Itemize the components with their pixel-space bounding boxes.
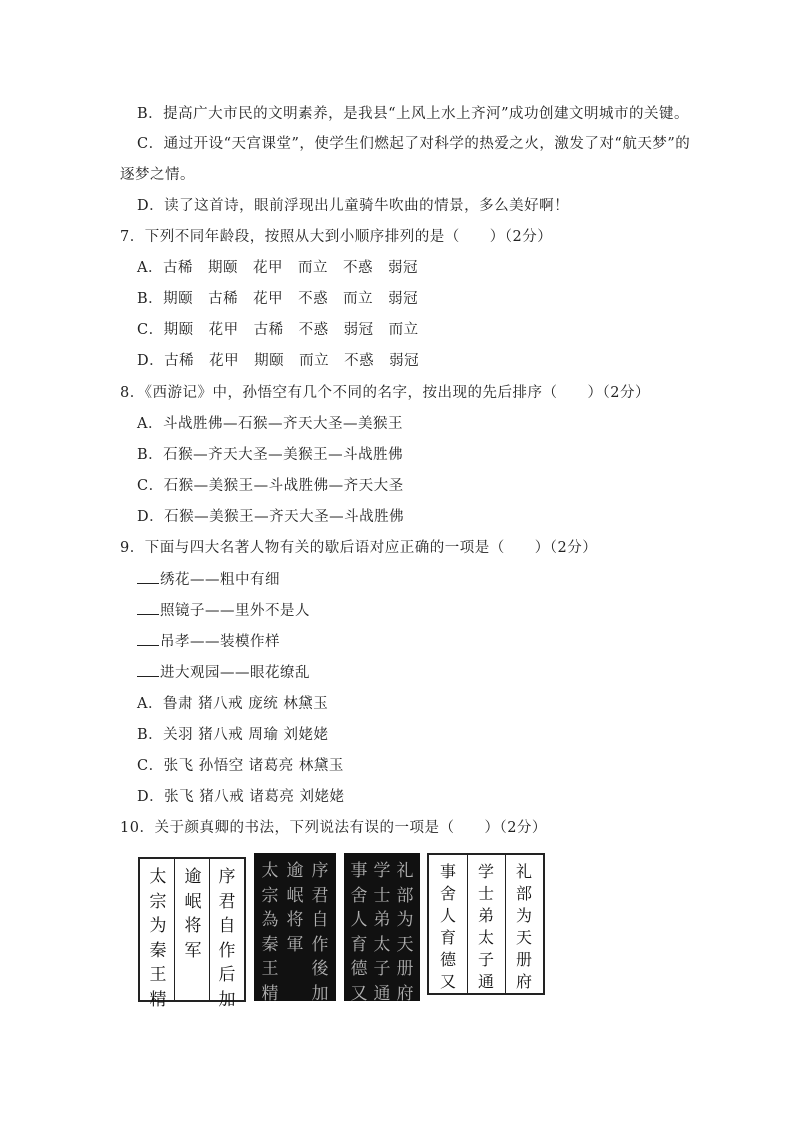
option-d-q7: D．古稀 花甲 期颐 而立 不惑 弱冠 xyxy=(137,353,420,369)
option-b-q6: B．提高广大市民的文明素养，是我县“上风上水上齐河”成功创建文明城市的关键。 xyxy=(137,106,689,122)
xiehouyu-1: 绣花——粗中有细 xyxy=(137,569,280,590)
question-9: 9．下面与四大名著人物有关的歇后语对应正确的一项是（ ）（2分） xyxy=(120,540,598,556)
calligraphy-column: 逾 岷 将 軍 xyxy=(286,861,304,955)
calligraphy-column: 学 士 弟 太 子 通 xyxy=(373,861,391,1004)
answer-blank xyxy=(137,600,159,615)
calligraphy-column: 逾 岷 将 军 xyxy=(184,867,202,961)
calligraphy-column: 太 宗 为 秦 王 精 xyxy=(149,867,167,1010)
calligraphy-column: 太 宗 為 秦 王 精 xyxy=(261,861,279,1004)
calligraphy-print-panel-4 xyxy=(427,853,545,995)
question-7: 7．下列不同年龄段，按照从大到小顺序排列的是（ ）（2分） xyxy=(120,229,553,245)
option-d-q8: D．石猴—美猴王—齐天大圣—斗战胜佛 xyxy=(137,509,405,525)
calligraphy-column: 事 舍 人 育 德 又 xyxy=(439,862,456,991)
calligraphy-print-panel-1 xyxy=(138,857,246,1010)
option-c-q8: C．石猴—美猴王—斗战胜佛—齐天大圣 xyxy=(137,478,404,494)
option-a-q8: A．斗战胜佛—石猴—齐天大圣—美猴王 xyxy=(137,416,403,432)
calligraphy-column: 序 君 自 作 后 加 xyxy=(218,867,236,1010)
calligraphy-column: 礼 部 为 天 册 府 xyxy=(515,862,532,991)
option-c-q9: C．张飞 孙悟空 诸葛亮 林黛玉 xyxy=(137,758,344,774)
calligraphy-rubbing-panel-2 xyxy=(254,853,336,1004)
calligraphy-column: 学 士 弟 太 子 通 xyxy=(477,862,494,991)
option-a-q7: A．古稀 期颐 花甲 而立 不惑 弱冠 xyxy=(137,260,418,276)
answer-blank xyxy=(137,662,159,677)
calligraphy-rubbing-panel-3 xyxy=(344,853,420,1004)
answer-blank xyxy=(137,569,159,584)
option-c-q6: C．通过开设“天宫课堂”，使学生们燃起了对科学的热爱之火，激发了对“航天梦”的 xyxy=(137,136,691,152)
xiehouyu-2: 照镜子——里外不是人 xyxy=(137,600,310,621)
calligraphy-column: 序 君 自 作 後 加 xyxy=(311,861,329,1004)
calligraphy-column: 礼 部 为 天 册 府 xyxy=(396,861,414,1004)
option-b-q7: B．期颐 古稀 花甲 不惑 而立 弱冠 xyxy=(137,291,419,307)
option-a-q9: A．鲁肃 猪八戒 庞统 林黛玉 xyxy=(137,696,329,712)
question-8: 8．《西游记》中，孙悟空有几个不同的名字，按出现的先后排序（ ）（2分） xyxy=(120,385,650,401)
question-10: 10．关于颜真卿的书法，下列说法有误的一项是（ ）（2分） xyxy=(120,820,547,836)
xiehouyu-3: 吊孝——装模作样 xyxy=(137,631,280,652)
calligraphy-column: 事 舍 人 育 德 又 xyxy=(350,861,368,1004)
option-d-q9: D．张飞 猪八戒 诸葛亮 刘姥姥 xyxy=(137,789,345,805)
option-b-q8: B．石猴—齐天大圣—美猴王—斗战胜佛 xyxy=(137,447,404,463)
xiehouyu-4: 进大观园——眼花缭乱 xyxy=(137,662,310,683)
answer-blank xyxy=(137,631,159,646)
option-b-q9: B．关羽 猪八戒 周瑜 刘姥姥 xyxy=(137,727,329,743)
option-c-q7: C．期颐 花甲 古稀 不惑 弱冠 而立 xyxy=(137,322,419,338)
option-c-q6-cont: 逐梦之情。 xyxy=(120,167,195,183)
option-d-q6: D．读了这首诗，眼前浮现出儿童骑牛吹曲的情景，多么美好啊！ xyxy=(137,198,570,214)
